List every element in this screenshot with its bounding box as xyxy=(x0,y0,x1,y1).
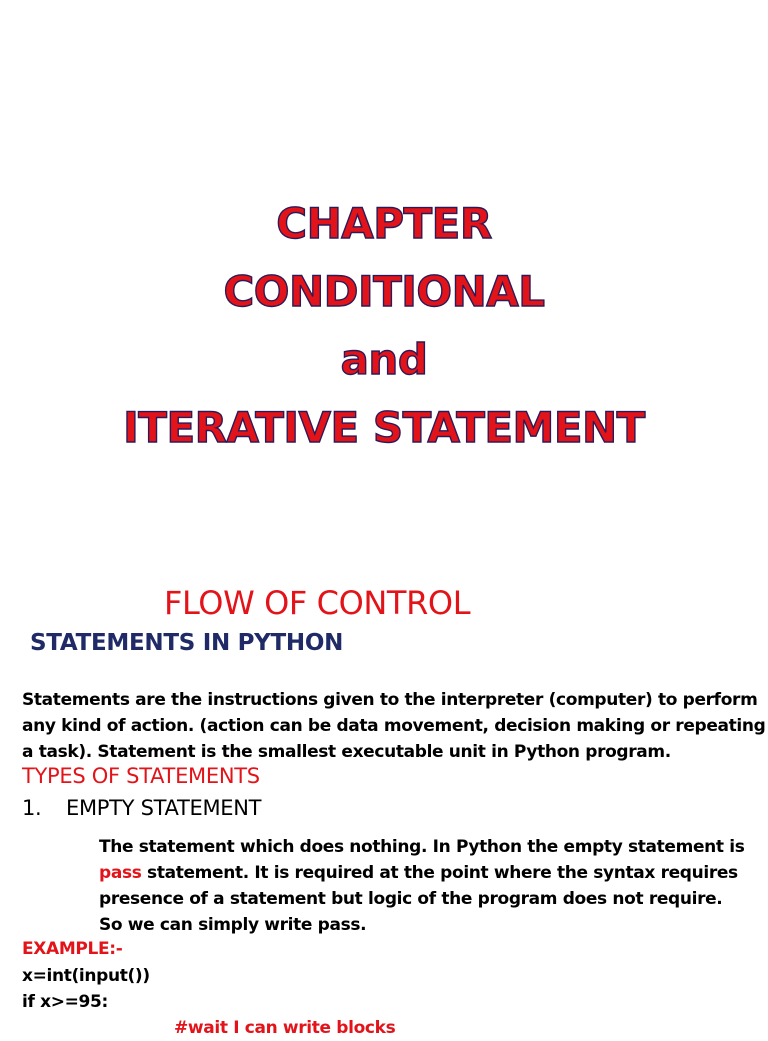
title-line-and: and xyxy=(340,335,428,384)
code-example xyxy=(22,963,395,1041)
types-of-statements-heading: TYPES OF STATEMENTS xyxy=(22,764,260,788)
body-line xyxy=(99,860,739,886)
statements-in-python-heading: STATEMENTS IN PYTHON xyxy=(30,630,344,656)
empty-statement-heading xyxy=(22,796,261,820)
example-label: EXAMPLE:- xyxy=(22,939,123,959)
code-line: x=int(input()) xyxy=(22,966,150,986)
chapter-title xyxy=(0,190,768,462)
empty-statement-paragraph xyxy=(99,834,745,938)
pass-keyword: pass xyxy=(99,863,142,883)
body-line-rest: statement. It is required at the point where the syntax requires xyxy=(141,863,738,883)
intro-line: Statements are the instructions given to the interpreter (computer) to perform xyxy=(22,690,758,710)
flow-of-control-heading: FLOW OF CONTROL xyxy=(164,584,471,622)
body-line: presence of a statement but logic of the program does not require. xyxy=(99,889,723,909)
body-line: The statement which does nothing. In Python the empty statement is xyxy=(99,837,745,857)
title-line-iterative: ITERATIVE STATEMENT xyxy=(123,403,645,452)
title-line-chapter: CHAPTER xyxy=(276,199,492,248)
list-number: 1. xyxy=(22,796,42,820)
body-line: So we can simply write pass. xyxy=(99,915,367,935)
code-line: if x>=95: xyxy=(22,992,108,1012)
intro-paragraph xyxy=(22,687,766,765)
empty-statement-title: EMPTY STATEMENT xyxy=(66,796,262,820)
intro-line: a task). Statement is the smallest executable unit in Python program. xyxy=(22,742,671,762)
title-line-conditional: CONDITIONAL xyxy=(223,267,545,316)
code-comment: #wait I can write blocks xyxy=(174,1018,396,1038)
intro-line: any kind of action. (action can be data movement, decision making or repeating xyxy=(22,716,766,736)
